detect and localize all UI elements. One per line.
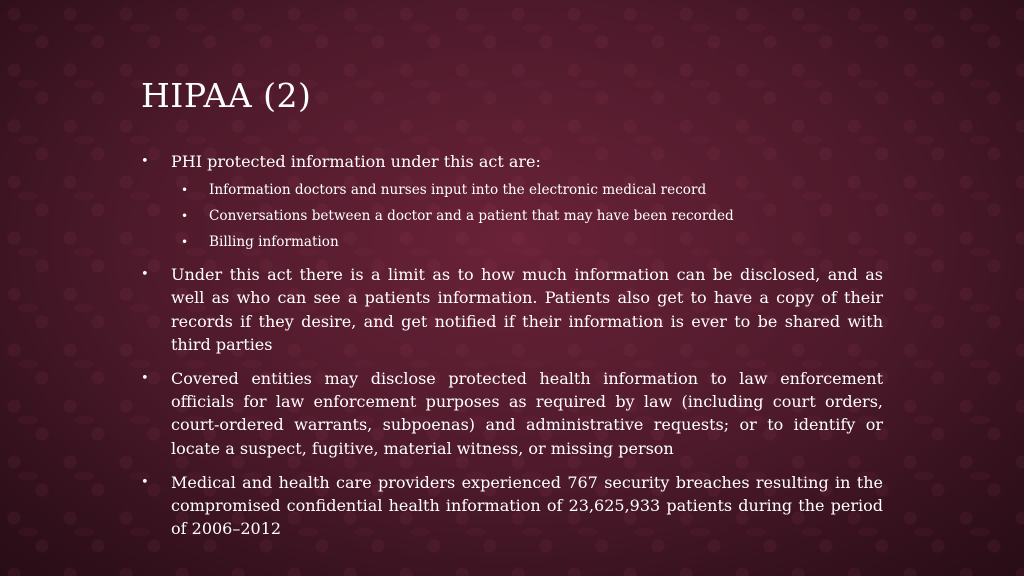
bullet-text: Medical and health care providers experienced 767 security breaches resulting in the compromised confidential health information of 23,625,933 patients during the period of 2006–2012 — [171, 472, 883, 539]
sub-bullet-list — [171, 177, 883, 255]
sub-bullet-item — [171, 203, 883, 229]
bullet-text: Covered entities may disclose protected health information to law enforcement officials for law enforcement purposes as required by law (including court orders, court-ordered warrants, subpoenas) and administrative requests; or to identify or locate a suspect, fugitive, material witness, or missing person — [171, 369, 883, 458]
sub-bullet-item — [171, 229, 883, 255]
bullet-text: PHI protected information under this act are: — [171, 152, 541, 171]
bullet-list — [141, 150, 883, 540]
bullet-item — [141, 150, 883, 255]
bullet-item — [141, 263, 883, 356]
bullet-icon: • — [181, 209, 189, 224]
slide-title: HIPAA (2) — [141, 76, 312, 115]
sub-bullet-item — [171, 177, 883, 203]
sub-bullet-text: Information doctors and nurses input into the electronic medical record — [209, 182, 707, 199]
sub-bullet-text: Billing information — [209, 234, 339, 251]
bullet-icon: • — [141, 267, 149, 283]
bullet-icon: • — [141, 474, 149, 490]
bullet-text: Under this act there is a limit as to how much information can be disclosed, and as well as who can see a patients information. Patients also get to have a copy of their records if they desire, and get notified if their information is ever to be shared with third parties — [171, 265, 883, 354]
bullet-icon: • — [141, 371, 149, 387]
slide-content — [141, 150, 883, 551]
bullet-icon: • — [141, 154, 149, 169]
bullet-item — [141, 367, 883, 460]
bullet-icon: • — [181, 235, 189, 250]
sub-bullet-text: Conversations between a doctor and a patient that may have been recorded — [209, 208, 734, 225]
bullet-item — [141, 471, 883, 541]
bullet-icon: • — [181, 183, 189, 198]
